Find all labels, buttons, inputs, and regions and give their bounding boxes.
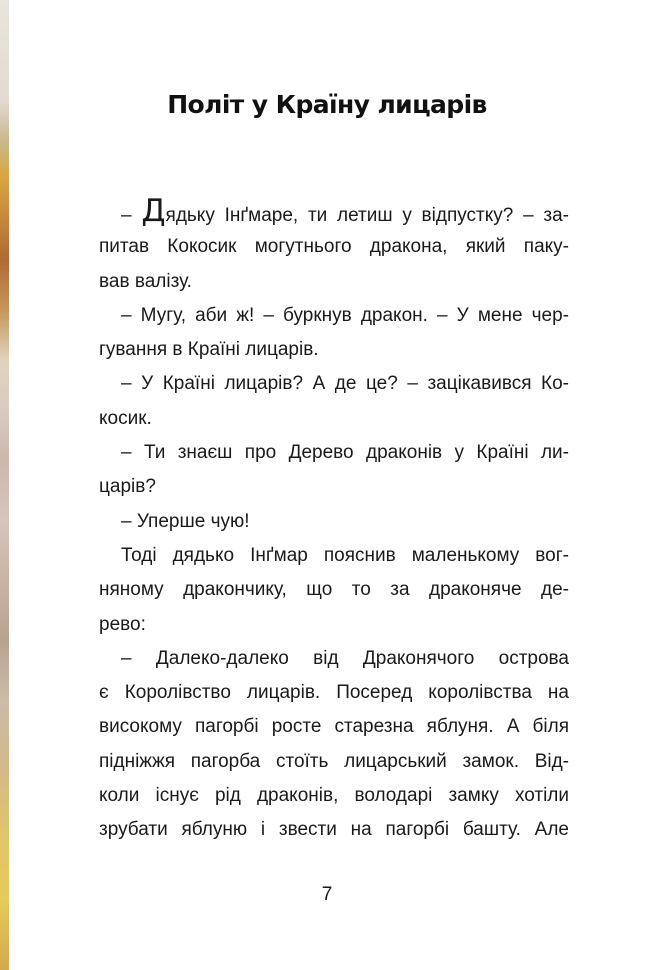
text-line: рево: (99, 613, 146, 635)
page-title: Політ у Країну лицарів (167, 90, 487, 119)
text-line: няному дракончику, що то за драконяче де- (99, 579, 569, 601)
text-line: гування в Країні лицарів. (99, 339, 319, 361)
text-line: коли існує рід драконів, володарі замку хотіли (99, 785, 569, 807)
text-line: – Далеко-далеко від Драконячого острова (121, 647, 569, 669)
page-number: 7 (321, 884, 333, 905)
dash: – (121, 205, 142, 226)
text-line: – Ти знаєш про Дерево драконів у Країні ли- (121, 442, 569, 464)
story-text (99, 193, 569, 848)
text-line: зрубати яблуню і звести на пагорбі башту. Але (99, 819, 569, 841)
text-line: царів? (99, 476, 156, 498)
text-line: – Уперше чую! (121, 510, 250, 532)
text-line-1-rest: ядьку Інґмаре, ти летиш у відпустку? – за- (165, 205, 569, 226)
text-line: Тоді дядько Інґмар пояснив маленькому вог- (121, 544, 569, 566)
text-line: є Королівство лицарів. Посеред королівства на (99, 682, 569, 704)
text-line: підніжжя пагорба стоїть лицарський замок. Від- (99, 750, 569, 772)
text-line: – Мугу, аби ж! – буркнув дракон. – У мене чер- (121, 304, 569, 326)
adjacent-page-edge (0, 0, 9, 970)
drop-cap: Д (141, 193, 166, 229)
text-line: питав Кокосик могутнього дракона, який паку- (99, 236, 569, 258)
text-line-1 (99, 193, 569, 230)
text-line: вав валізу. (99, 270, 192, 292)
text-line: косик. (99, 407, 152, 429)
text-line: високому пагорбі росте старезна яблуня. А біля (99, 716, 569, 738)
text-line: – У Країні лицарів? А де це? – зацікавився Ко- (121, 373, 569, 395)
